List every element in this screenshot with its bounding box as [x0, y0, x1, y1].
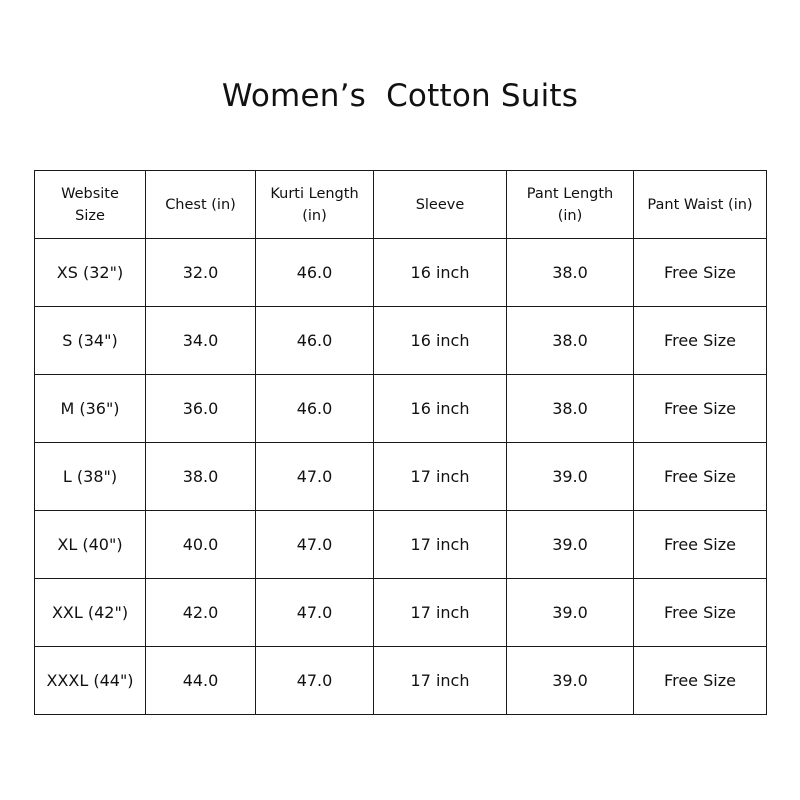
table-row: [35, 375, 767, 443]
cell-kurti-length: 46.0: [256, 239, 374, 307]
header-chest-label: Chest (in): [165, 196, 236, 213]
cell-pant-length: 39.0: [507, 647, 634, 715]
cell-chest: 32.0: [146, 239, 256, 307]
cell-pant-waist: Free Size: [634, 511, 767, 579]
cell-pant-length: 38.0: [507, 239, 634, 307]
cell-sleeve: 16 inch: [374, 375, 507, 443]
header-kurti-length-line1: Kurti Length: [270, 185, 359, 202]
cell-pant-length: 38.0: [507, 307, 634, 375]
cell-pant-waist: Free Size: [634, 307, 767, 375]
cell-pant-waist: Free Size: [634, 443, 767, 511]
cell-chest: 44.0: [146, 647, 256, 715]
header-pant-waist: [634, 171, 767, 239]
header-website-size-line1: Website: [61, 185, 119, 202]
header-row: [35, 171, 767, 239]
header-kurti-length-line2: (in): [302, 207, 327, 224]
cell-pant-length: 39.0: [507, 511, 634, 579]
cell-sleeve: 17 inch: [374, 579, 507, 647]
cell-sleeve: 17 inch: [374, 443, 507, 511]
cell-sleeve: 16 inch: [374, 307, 507, 375]
cell-chest: 36.0: [146, 375, 256, 443]
cell-pant-waist: Free Size: [634, 579, 767, 647]
cell-website-size: XXXL (44"): [35, 647, 146, 715]
cell-kurti-length: 47.0: [256, 579, 374, 647]
cell-kurti-length: 47.0: [256, 443, 374, 511]
table-row: [35, 307, 767, 375]
cell-chest: 42.0: [146, 579, 256, 647]
cell-pant-waist: Free Size: [634, 647, 767, 715]
cell-chest: 38.0: [146, 443, 256, 511]
header-chest: [146, 171, 256, 239]
cell-pant-length: 39.0: [507, 443, 634, 511]
cell-website-size: XL (40"): [35, 511, 146, 579]
cell-website-size: M (36"): [35, 375, 146, 443]
table-row: [35, 579, 767, 647]
cell-chest: 34.0: [146, 307, 256, 375]
cell-website-size: XS (32"): [35, 239, 146, 307]
header-sleeve-label: Sleeve: [415, 196, 465, 213]
header-pant-length-line2: (in): [557, 207, 583, 224]
header-sleeve: [374, 171, 507, 239]
table-body: [35, 239, 767, 715]
table-row: [35, 239, 767, 307]
cell-sleeve: 17 inch: [374, 647, 507, 715]
cell-website-size: S (34"): [35, 307, 146, 375]
header-kurti-length: [256, 171, 374, 239]
cell-kurti-length: 46.0: [256, 307, 374, 375]
cell-website-size: L (38"): [35, 443, 146, 511]
cell-chest: 40.0: [146, 511, 256, 579]
cell-kurti-length: 47.0: [256, 647, 374, 715]
cell-pant-length: 38.0: [507, 375, 634, 443]
cell-website-size: XXL (42"): [35, 579, 146, 647]
table-row: [35, 647, 767, 715]
cell-sleeve: 17 inch: [374, 511, 507, 579]
size-chart-table: [34, 170, 767, 715]
table-header: [35, 171, 767, 239]
header-website-size: [35, 171, 146, 239]
header-pant-length-line1: Pant Length: [526, 185, 614, 202]
cell-kurti-length: 47.0: [256, 511, 374, 579]
cell-pant-length: 39.0: [507, 579, 634, 647]
table-row: [35, 511, 767, 579]
header-website-size-line2: Size: [75, 207, 105, 224]
cell-sleeve: 16 inch: [374, 239, 507, 307]
cell-kurti-length: 46.0: [256, 375, 374, 443]
cell-pant-waist: Free Size: [634, 375, 767, 443]
header-pant-waist-label: Pant Waist (in): [647, 196, 753, 213]
page-title: Women’s Cotton Suits: [221, 78, 579, 114]
header-pant-length: [507, 171, 634, 239]
table-row: [35, 443, 767, 511]
cell-pant-waist: Free Size: [634, 239, 767, 307]
